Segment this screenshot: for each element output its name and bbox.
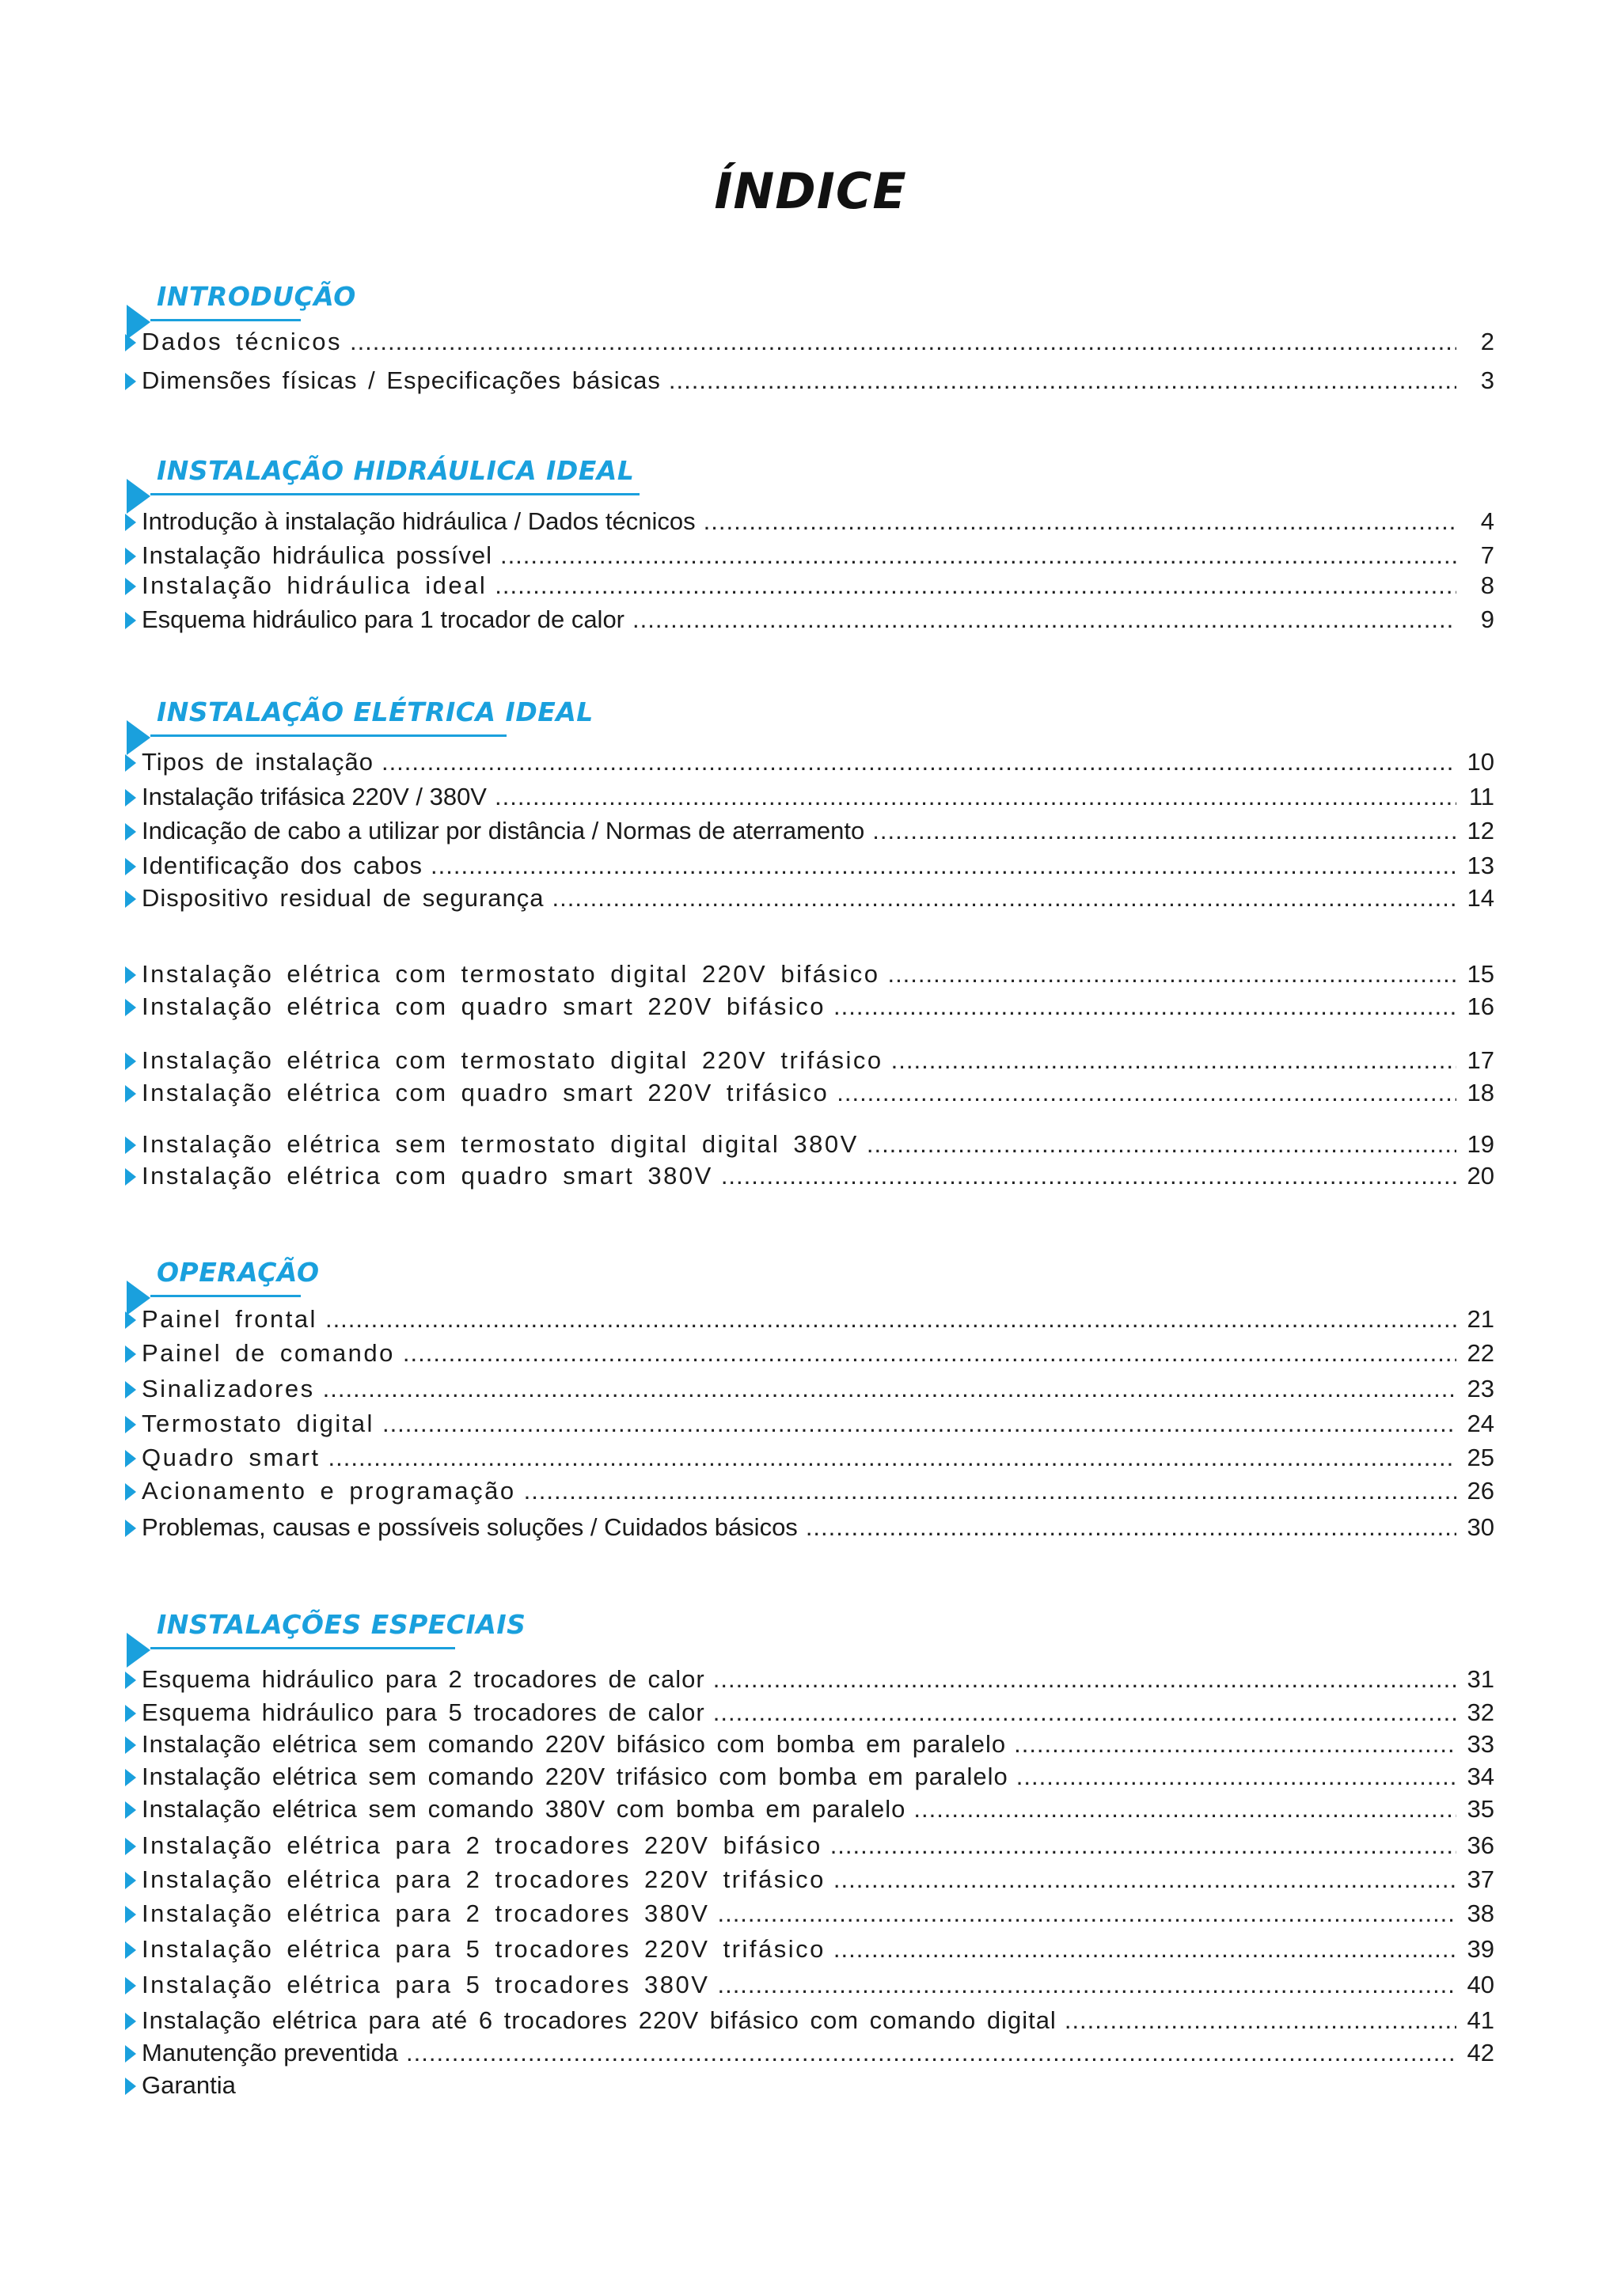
bullet-arrow-icon bbox=[125, 514, 136, 531]
toc-entry[interactable] bbox=[125, 1475, 1494, 1507]
toc-entry-label: Tipos de instalação bbox=[142, 748, 374, 776]
toc-entry-page: 31 bbox=[1467, 1665, 1494, 1693]
toc-entry[interactable] bbox=[125, 1304, 1494, 1335]
toc-entry[interactable] bbox=[125, 958, 1494, 990]
dot-leader bbox=[833, 1864, 1456, 1896]
bullet-arrow-icon bbox=[125, 2078, 136, 2095]
dot-leader bbox=[713, 1697, 1456, 1729]
bullet-arrow-icon bbox=[125, 334, 136, 351]
toc-entry[interactable] bbox=[125, 326, 1494, 358]
toc-entry[interactable] bbox=[125, 1664, 1494, 1695]
toc-entry-label: Introdução à instalação hidráulica / Dados técnicos bbox=[142, 507, 696, 535]
toc-entry[interactable] bbox=[125, 1373, 1494, 1405]
toc-entry[interactable] bbox=[125, 1045, 1494, 1076]
section-title: INSTALAÇÃO ELÉTRICA IDEAL bbox=[157, 696, 594, 727]
dot-leader bbox=[524, 1475, 1456, 1507]
dot-leader bbox=[704, 506, 1456, 537]
dot-leader bbox=[830, 1830, 1456, 1861]
toc-entry-label: Instalação elétrica com termostato digital 220V trifásico bbox=[142, 1046, 883, 1074]
toc-entry-page: 36 bbox=[1467, 1831, 1494, 1859]
dot-leader bbox=[913, 1793, 1456, 1825]
toc-section bbox=[0, 447, 1621, 633]
dot-leader bbox=[833, 991, 1456, 1023]
section-underline bbox=[150, 493, 640, 495]
toc-section bbox=[0, 1601, 1621, 2099]
dot-leader bbox=[325, 1304, 1456, 1335]
toc-entry-label: Manutenção preventida bbox=[142, 2039, 399, 2066]
toc-entry[interactable] bbox=[125, 991, 1494, 1023]
dot-leader bbox=[552, 882, 1456, 914]
dot-leader bbox=[867, 1129, 1456, 1160]
bullet-arrow-icon bbox=[125, 823, 136, 841]
toc-entry-page: 24 bbox=[1467, 1410, 1494, 1437]
toc-entry[interactable] bbox=[125, 1697, 1494, 1729]
toc-entry-label: Identificação dos cabos bbox=[142, 852, 423, 879]
dot-leader bbox=[872, 815, 1456, 847]
dot-leader bbox=[721, 1160, 1456, 1192]
toc-entry[interactable] bbox=[125, 2037, 1494, 2069]
dot-leader bbox=[382, 1408, 1456, 1440]
toc-entry-label: Garantia bbox=[142, 2071, 236, 2099]
bullet-arrow-icon bbox=[125, 890, 136, 908]
toc-entry-page: 22 bbox=[1467, 1339, 1494, 1367]
bullet-arrow-icon bbox=[125, 1168, 136, 1186]
toc-entry[interactable] bbox=[125, 1160, 1494, 1192]
dot-leader bbox=[632, 604, 1456, 636]
bullet-arrow-icon bbox=[125, 1941, 136, 1959]
toc-entry-label: Instalação elétrica para 2 trocadores 380V bbox=[142, 1899, 710, 1927]
bullet-arrow-icon bbox=[125, 373, 136, 390]
bullet-arrow-icon bbox=[125, 2013, 136, 2030]
dot-leader bbox=[833, 1934, 1456, 1965]
toc-section bbox=[0, 689, 1621, 1190]
toc-entry[interactable] bbox=[125, 815, 1494, 847]
bullet-arrow-icon bbox=[125, 1672, 136, 1689]
toc-entry[interactable] bbox=[125, 746, 1494, 778]
toc-entry-page: 34 bbox=[1467, 1763, 1494, 1790]
dot-leader bbox=[713, 1664, 1456, 1695]
toc-entry-label: Instalação elétrica sem comando 220V trifásico com bomba em paralelo bbox=[142, 1763, 1008, 1790]
toc-entry-label: Instalação elétrica sem comando 380V com bomba em paralelo bbox=[142, 1795, 906, 1823]
bullet-arrow-icon bbox=[125, 612, 136, 629]
dot-leader bbox=[887, 958, 1456, 990]
bullet-arrow-icon bbox=[125, 858, 136, 875]
toc-entry-label: Instalação elétrica para 2 trocadores 220V trifásico bbox=[142, 1865, 826, 1893]
toc-entry[interactable] bbox=[125, 1830, 1494, 1861]
toc-entry-label: Instalação elétrica sem comando 220V bifásico com bomba em paralelo bbox=[142, 1730, 1007, 1758]
toc-entry-page: 32 bbox=[1467, 1698, 1494, 1726]
bullet-arrow-icon bbox=[125, 1872, 136, 1889]
bullet-arrow-icon bbox=[125, 1416, 136, 1433]
toc-entry-label: Painel frontal bbox=[142, 1305, 317, 1333]
toc-entry-page: 26 bbox=[1467, 1477, 1494, 1505]
dot-leader bbox=[328, 1442, 1456, 1474]
dot-leader bbox=[382, 746, 1456, 778]
dot-leader bbox=[495, 570, 1456, 602]
toc-entry[interactable] bbox=[125, 1969, 1494, 2001]
bullet-arrow-icon bbox=[125, 1705, 136, 1722]
dot-leader bbox=[431, 850, 1456, 882]
bullet-arrow-icon bbox=[125, 578, 136, 595]
toc-entry-label: Esquema hidráulico para 2 trocadores de calor bbox=[142, 1665, 705, 1693]
bullet-arrow-icon bbox=[125, 789, 136, 806]
bullet-arrow-icon bbox=[125, 966, 136, 984]
toc-entry-page: 35 bbox=[1467, 1795, 1494, 1823]
toc-entry-label: Termostato digital bbox=[142, 1410, 374, 1437]
section-heading bbox=[0, 1601, 1621, 1672]
toc-entry-page: 40 bbox=[1467, 1971, 1494, 1998]
toc-entry[interactable] bbox=[125, 1729, 1494, 1760]
toc-entry-page: 16 bbox=[1467, 992, 1494, 1020]
bullet-arrow-icon bbox=[125, 1381, 136, 1398]
section-underline bbox=[150, 734, 507, 737]
dot-leader bbox=[350, 326, 1456, 358]
toc-entry-label: Dispositivo residual de segurança bbox=[142, 884, 545, 912]
bullet-arrow-icon bbox=[125, 999, 136, 1016]
toc-entry-page: 21 bbox=[1467, 1305, 1494, 1333]
dot-leader bbox=[669, 365, 1456, 397]
toc-entry-label: Esquema hidráulico para 1 trocador de calor bbox=[142, 605, 625, 633]
toc-entry-label: Instalação elétrica sem termostato digital digital 380V bbox=[142, 1130, 859, 1158]
toc-entry-label: Indicação de cabo a utilizar por distância / Normas de aterramento bbox=[142, 817, 865, 844]
toc-entry-label: Instalação elétrica com quadro smart 380V bbox=[142, 1162, 713, 1190]
bullet-arrow-icon bbox=[125, 1085, 136, 1102]
toc-entry-page: 20 bbox=[1467, 1162, 1494, 1190]
dot-leader bbox=[806, 1512, 1456, 1543]
section-title: OPERAÇÃO bbox=[157, 1257, 320, 1288]
toc-entry-page: 9 bbox=[1480, 605, 1494, 633]
section-underline bbox=[150, 1647, 455, 1649]
toc-entry-page: 14 bbox=[1467, 884, 1494, 912]
dot-leader bbox=[891, 1045, 1456, 1076]
toc-entry[interactable] bbox=[125, 604, 1494, 636]
section-underline bbox=[150, 1295, 301, 1297]
toc-entry-label: Instalação elétrica para 2 trocadores 220V bifásico bbox=[142, 1831, 822, 1859]
toc-entry-label: Instalação trifásica 220V / 380V bbox=[142, 783, 487, 810]
section-title: INTRODUÇÃO bbox=[157, 281, 356, 312]
section-title: INSTALAÇÃO HIDRÁULICA IDEAL bbox=[157, 455, 635, 486]
toc-entry-label: Acionamento e programação bbox=[142, 1477, 516, 1505]
toc-entry[interactable] bbox=[125, 570, 1494, 602]
toc-entry-page: 13 bbox=[1467, 852, 1494, 879]
bullet-arrow-icon bbox=[125, 1520, 136, 1537]
dot-leader bbox=[323, 1373, 1456, 1405]
toc-entry-page: 19 bbox=[1467, 1130, 1494, 1158]
section-title: INSTALAÇÕES ESPECIAIS bbox=[157, 1609, 526, 1640]
bullet-arrow-icon bbox=[125, 1137, 136, 1154]
toc-entry-page: 41 bbox=[1467, 2006, 1494, 2034]
toc-entry[interactable] bbox=[125, 882, 1494, 914]
toc-entry[interactable] bbox=[125, 1512, 1494, 1543]
toc-entry-page: 2 bbox=[1480, 328, 1494, 355]
toc-entry-page: 42 bbox=[1467, 2039, 1494, 2066]
toc-entry-label: Instalação elétrica com quadro smart 220V trifásico bbox=[142, 1079, 829, 1106]
toc-entry[interactable] bbox=[125, 1898, 1494, 1930]
bullet-arrow-icon bbox=[125, 1053, 136, 1070]
toc-section bbox=[0, 1249, 1621, 1541]
dot-leader bbox=[717, 1969, 1456, 2001]
toc-entry[interactable] bbox=[125, 781, 1494, 813]
bullet-arrow-icon bbox=[125, 1906, 136, 1923]
toc-entry[interactable] bbox=[125, 1129, 1494, 1160]
toc-entry[interactable] bbox=[125, 1408, 1494, 1440]
toc-entry-page: 3 bbox=[1480, 366, 1494, 394]
toc-entry-page: 7 bbox=[1480, 541, 1494, 569]
dot-leader bbox=[406, 2037, 1456, 2069]
toc-entry-label: Instalação elétrica com termostato digital 220V bifásico bbox=[142, 960, 880, 988]
toc-entry-label: Quadro smart bbox=[142, 1444, 321, 1471]
toc-entry[interactable] bbox=[125, 506, 1494, 537]
toc-entry[interactable] bbox=[125, 1934, 1494, 1965]
toc-entry-page: 18 bbox=[1467, 1079, 1494, 1106]
toc-entry[interactable] bbox=[125, 850, 1494, 882]
bullet-arrow-icon bbox=[125, 1483, 136, 1501]
bullet-arrow-icon bbox=[125, 1736, 136, 1754]
bullet-arrow-icon bbox=[125, 1769, 136, 1786]
toc-entry-page: 30 bbox=[1467, 1513, 1494, 1541]
dot-leader bbox=[495, 781, 1456, 813]
section-underline bbox=[150, 319, 301, 321]
toc-entry[interactable] bbox=[125, 1793, 1494, 1825]
toc-entry-label: Dados técnicos bbox=[142, 328, 342, 355]
toc-entry-page: 37 bbox=[1467, 1865, 1494, 1893]
section-triangle-icon bbox=[127, 1633, 150, 1668]
toc-entry-page: 12 bbox=[1467, 817, 1494, 844]
toc-entry-page: 23 bbox=[1467, 1375, 1494, 1402]
dot-leader bbox=[717, 1898, 1456, 1930]
toc-entry-page: 4 bbox=[1480, 507, 1494, 535]
bullet-arrow-icon bbox=[125, 1838, 136, 1855]
toc-entry-label: Esquema hidráulico para 5 trocadores de calor bbox=[142, 1698, 705, 1726]
dot-leader bbox=[1065, 2005, 1456, 2036]
toc-entry-label: Instalação elétrica com quadro smart 220V bifásico bbox=[142, 992, 826, 1020]
toc-entry-page: 17 bbox=[1467, 1046, 1494, 1074]
toc-entry-page: 15 bbox=[1467, 960, 1494, 988]
page-title: ÍNDICE bbox=[714, 162, 907, 220]
toc-entry-page: 39 bbox=[1467, 1935, 1494, 1963]
toc-entry[interactable] bbox=[125, 1442, 1494, 1474]
bullet-arrow-icon bbox=[125, 754, 136, 772]
toc-entry-page: 11 bbox=[1468, 783, 1494, 810]
bullet-arrow-icon bbox=[125, 1311, 136, 1329]
toc-entry-label: Problemas, causas e possíveis soluções / Cuidados básicos bbox=[142, 1513, 798, 1541]
toc-entry[interactable] bbox=[125, 1338, 1494, 1369]
toc-entry[interactable] bbox=[125, 1864, 1494, 1896]
toc-entry[interactable] bbox=[125, 2005, 1494, 2036]
toc-entry[interactable] bbox=[125, 540, 1494, 571]
bullet-arrow-icon bbox=[125, 2045, 136, 2063]
dot-leader bbox=[837, 1077, 1456, 1109]
bullet-arrow-icon bbox=[125, 1450, 136, 1467]
toc-entry[interactable] bbox=[125, 1761, 1494, 1793]
toc-entry-page: 25 bbox=[1467, 1444, 1494, 1471]
toc-entry-page: 33 bbox=[1467, 1730, 1494, 1758]
dot-leader bbox=[1016, 1761, 1456, 1793]
toc-entry[interactable] bbox=[125, 365, 1494, 397]
toc-entry-label: Instalação elétrica para até 6 trocadores 220V bifásico com comando digital bbox=[142, 2006, 1057, 2034]
toc-entry-label: Instalação hidráulica possível bbox=[142, 541, 492, 569]
bullet-arrow-icon bbox=[125, 1801, 136, 1819]
bullet-arrow-icon bbox=[125, 1977, 136, 1994]
toc-entry-label: Instalação elétrica para 5 trocadores 380V bbox=[142, 1971, 710, 1998]
dot-leader bbox=[500, 540, 1456, 571]
toc-entry-page: 10 bbox=[1467, 748, 1494, 776]
dot-leader bbox=[1014, 1729, 1456, 1760]
toc-entry-page: 8 bbox=[1480, 571, 1494, 599]
toc-entry-label: Sinalizadores bbox=[142, 1375, 315, 1402]
toc-entry-label: Instalação elétrica para 5 trocadores 220V trifásico bbox=[142, 1935, 826, 1963]
toc-entry-label: Painel de comando bbox=[142, 1339, 395, 1367]
toc-section bbox=[0, 273, 1621, 394]
toc-entry[interactable] bbox=[125, 2070, 1494, 2101]
dot-leader bbox=[403, 1338, 1456, 1369]
bullet-arrow-icon bbox=[125, 548, 136, 565]
bullet-arrow-icon bbox=[125, 1345, 136, 1363]
toc-entry-page: 38 bbox=[1467, 1899, 1494, 1927]
toc-entry-label: Instalação hidráulica ideal bbox=[142, 571, 488, 599]
toc-entry-label: Dimensões físicas / Especificações básicas bbox=[142, 366, 661, 394]
toc-entry[interactable] bbox=[125, 1077, 1494, 1109]
